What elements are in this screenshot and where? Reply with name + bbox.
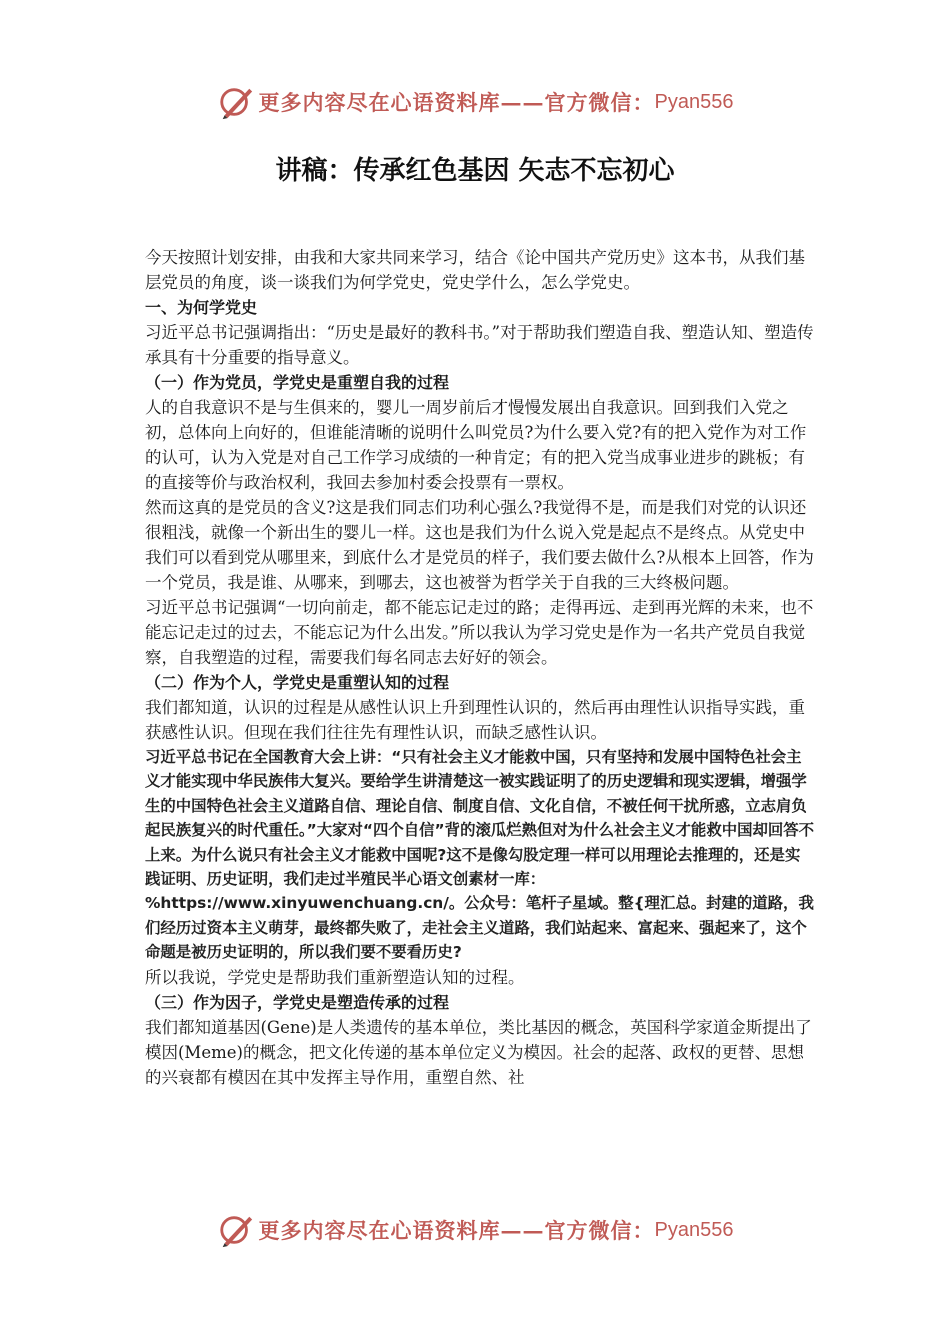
- banner-wechat-id: Pyan556: [654, 90, 734, 113]
- banner-text: 更多内容尽在心语资料库——官方微信：: [258, 1218, 655, 1243]
- watermark-banner-top: [0, 80, 950, 124]
- paragraph: 人的自我意识不是与生俱来的，婴儿一周岁前后才慢慢发展出自我意识。回到我们入党之初，总体向上向好的，但谁能清晰的说明什么叫党员?为什么要入党?有的把入党作为对工作的认可，认为入党是对自己工作学习成绩的一种肯定；有的把入党当成事业进步的跳板；有的直接等价与政治权利，我回去参加村委会投票有一票权。: [145, 398, 807, 492]
- subsection-heading-1: （一）作为党员，学党史是重塑自我的过程: [145, 373, 450, 392]
- watermark-banner-bottom: [0, 1208, 950, 1252]
- paragraph: 所以我说，学党史是帮助我们重新塑造认知的过程。: [145, 967, 525, 987]
- section-heading-1: 一、为何学党史: [145, 298, 258, 317]
- paragraph: 我们都知道，认识的过程是从感性认识上升到理性认识的，然后再由理性认识指导实践，重获感性认识。但现在我们往往先有理性认识，而缺乏感性认识。: [145, 698, 805, 742]
- banner-wechat-id: Pyan556: [654, 1218, 734, 1241]
- subsection-heading-2: （二）作为个人，学党史是重塑认知的过程: [145, 673, 450, 692]
- subsection-heading-3: （三）作为因子，学党史是塑造传承的过程: [145, 992, 450, 1012]
- paragraph: 我们都知道基因(Gene)是人类遗传的基本单位，类比基因的概念，英国科学家道金斯提出了模因(Meme)的概念，把文化传递的基本单位定义为模因。社会的起落、政权的更替、思想的兴衰都有模因在其中发挥主导作用，重塑自然、社: [145, 1017, 812, 1087]
- pen-logo-icon: [217, 1211, 255, 1249]
- page-title: 讲稿：传承红色基因 矢志不忘初心: [275, 156, 675, 186]
- quote-paragraph: 习近平总书记在全国教育大会上讲：“只有社会主义才能救中国，只有坚持和发展中国特色社会主义才能实现中华民族伟大复兴。要给学生讲清楚这一被实践证明了的历史逻辑和现实逻辑，增强学生的中国特色社会主义道路自信、理论自信、制度自信、文化自信，不被任何干扰所惑，立志肩负起民族复兴的时代重任。”大家对“四个自信”背的滚瓜烂熟但对为什么社会主义才能救中国却回答不上来。为什么说只有社会主义才能救中国呢?这不是像勾股定理一样可以用理论去推理的，还是实践证明、历史证明，我们走过半殖民半心语文创素材一库：%https://www.xinyuwenchuang.cn/。公众号：笔杆子星域。整{理汇总。封建的道路，我们经历过资本主义萌芽，最终都失败了，走社会主义道路，我们站起来、富起来、强起来了，这个命题是被历史证明的，所以我们要不要看历史?: [145, 748, 815, 962]
- pen-logo-icon: [217, 83, 255, 121]
- article-body: [145, 245, 815, 1090]
- paragraph: 习近平总书记强调指出：“历史是最好的教科书。”对于帮助我们塑造自我、塑造认知、塑造传承具有十分重要的指导意义。: [145, 323, 814, 367]
- paragraph: 习近平总书记强调“一切向前走，都不能忘记走过的路；走得再远、走到再光辉的未来，也不能忘记走过的过去，不能忘记为什么出发。”所以我认为学习党史是作为一名共产党员自我觉察，自我塑造的过程，需要我们每名同志去好好的领会。: [145, 598, 814, 667]
- intro-paragraph: 今天按照计划安排，由我和大家共同来学习，结合《论中国共产党历史》这本书，从我们基层党员的角度，谈一谈我们为何学党史，党史学什么，怎么学党史。: [145, 248, 805, 292]
- banner-text: 更多内容尽在心语资料库——官方微信：: [258, 90, 655, 115]
- paragraph: 然而这真的是党员的含义?这是我们同志们功利心强么?我觉得不是，而是我们对党的认识还很粗浅，就像一个新出生的婴儿一样。这也是我们为什么说入党是起点不是终点。从党史中我们可以看到党从哪里来，到底什么才是党员的样子，我们要去做什么?从根本上回答，作为一个党员，我是谁、从哪来，到哪去，这也被誉为哲学关于自我的三大终极问题。: [145, 498, 814, 592]
